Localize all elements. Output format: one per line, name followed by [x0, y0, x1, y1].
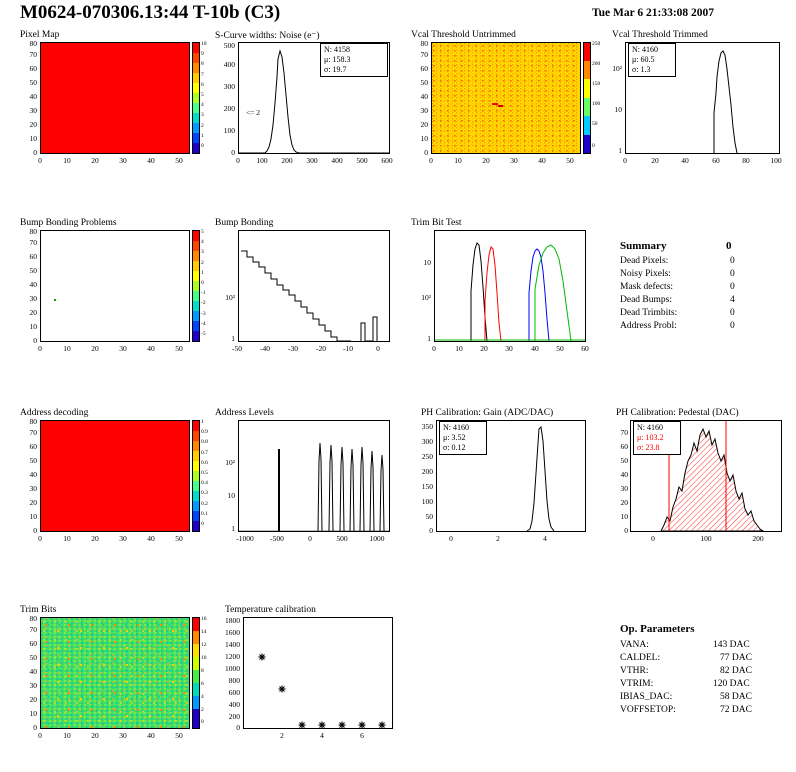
xtick: 0 — [38, 731, 42, 740]
ytick: 30 — [620, 484, 628, 493]
ytick: 10 — [620, 512, 628, 521]
xtick: 30 — [119, 731, 127, 740]
ytick: 10² — [225, 293, 235, 302]
op-row-label: VANA: — [620, 640, 649, 650]
ytick: 60 — [29, 442, 37, 451]
xtick: 10 — [63, 156, 71, 165]
xtick: 40 — [681, 156, 689, 165]
statbox-ph-pedestal — [633, 421, 681, 455]
op-row-label: VOFFSETOP: — [620, 705, 676, 715]
xtick: -50 — [232, 344, 242, 353]
xtick: 6 — [360, 731, 364, 740]
statbox-scurve-widths — [320, 43, 388, 77]
ytick: 10² — [225, 458, 235, 467]
op-row-value: 72 DAC — [720, 705, 752, 715]
xtick: 4 — [320, 731, 324, 740]
ytick: 300 — [223, 82, 235, 91]
xtick: 50 — [175, 534, 183, 543]
stat-n: N: 4158 — [324, 45, 350, 54]
ytick: 60 — [29, 639, 37, 648]
ytick: 10 — [29, 512, 37, 521]
summary-row-value: 0 — [730, 308, 735, 318]
panel-ph-pedestal — [608, 408, 793, 543]
xtick: 2 — [496, 534, 500, 543]
ytick: 100 — [223, 126, 235, 135]
ytick: 30 — [29, 484, 37, 493]
ytick: 20 — [29, 308, 37, 317]
xtick: 400 — [331, 156, 343, 165]
xtick: 0 — [651, 534, 655, 543]
palette-address-decoding — [192, 420, 200, 532]
ytick: 20 — [29, 695, 37, 704]
ytick: 10² — [612, 64, 622, 73]
plot-vcal-untrimmed — [431, 42, 581, 154]
palette-bump-bonding-problems — [192, 230, 200, 342]
xtick: 40 — [147, 156, 155, 165]
statbox-vcal-trimmed — [628, 43, 676, 77]
ytick: 200 — [421, 467, 433, 476]
panel-title-vcal-untrimmed: Vcal Threshold Untrimmed — [411, 30, 516, 40]
panel-title-scurve-widths: S-Curve widths: Noise (e⁻) — [215, 31, 320, 41]
ytick: 40 — [620, 470, 628, 479]
ytick: 800 — [228, 676, 240, 685]
ytick: 1600 — [225, 628, 240, 637]
ytick: 0 — [236, 723, 240, 732]
xtick: -20 — [316, 344, 326, 353]
xtick: 2 — [280, 731, 284, 740]
op-row-label: VTRIM: — [620, 679, 654, 689]
ytick: 600 — [228, 688, 240, 697]
xtick: 30 — [119, 534, 127, 543]
xtick: 50 — [175, 344, 183, 353]
plot-bump-bonding — [238, 230, 390, 342]
palette-pixel-map — [192, 42, 200, 154]
xtick: 0 — [376, 344, 380, 353]
ytick: 0 — [33, 723, 37, 732]
xtick: 20 — [651, 156, 659, 165]
ytick: 40 — [29, 92, 37, 101]
ytick: 80 — [29, 417, 37, 426]
ytick: 1800 — [225, 616, 240, 625]
stat-mu: μ: 103.2 — [637, 433, 664, 443]
summary-row-value: 0 — [730, 282, 735, 292]
ytick: 60 — [29, 252, 37, 261]
plot-bump-bonding-problems — [40, 230, 190, 342]
xtick: 0 — [38, 156, 42, 165]
ytick: 10 — [29, 134, 37, 143]
panel-title-pixel-map: Pixel Map — [20, 30, 60, 40]
xtick: 40 — [147, 534, 155, 543]
xtick: 4 — [543, 534, 547, 543]
ytick: 10 — [29, 322, 37, 331]
statbox-ph-gain — [439, 421, 487, 455]
stat-mu: μ: 3.52 — [443, 433, 466, 443]
ytick: 70 — [29, 50, 37, 59]
panel-title-address-levels: Address Levels — [215, 408, 274, 418]
ytick: 0 — [231, 148, 235, 157]
panel-trim-bit-test — [411, 218, 591, 353]
panel-title-temperature-calibration: Temperature calibration — [225, 605, 316, 615]
ytick: 0 — [33, 148, 37, 157]
ytick: 350 — [421, 422, 433, 431]
xtick: 50 — [175, 731, 183, 740]
ytick: 1400 — [225, 640, 240, 649]
op-row-label: VTHR: — [620, 666, 649, 676]
stat-sigma: σ: 0.12 — [443, 443, 466, 453]
palette-labels-trim-bits: 16 14 12 10 8 6 4 2 0 — [201, 616, 207, 725]
panel-title-bump-bonding-problems: Bump Bonding Problems — [20, 218, 117, 228]
ytick: 80 — [29, 39, 37, 48]
xtick: -10 — [343, 344, 353, 353]
xtick: 0 — [623, 156, 627, 165]
ytick: 200 — [228, 712, 240, 721]
plot-trim-bits — [40, 617, 190, 729]
op-row-value: 143 DAC — [713, 640, 750, 650]
summary-row-label: Dead Pixels: — [620, 256, 669, 266]
xtick: 50 — [566, 156, 574, 165]
panel-title-trim-bit-test: Trim Bit Test — [411, 218, 462, 228]
summary-row-value: 4 — [730, 295, 735, 305]
ytick: 0 — [33, 526, 37, 535]
ytick: 50 — [29, 266, 37, 275]
xtick: 30 — [505, 344, 513, 353]
ytick: 80 — [29, 227, 37, 236]
op-row-value: 82 DAC — [720, 666, 752, 676]
panel-title-trim-bits: Trim Bits — [20, 605, 57, 615]
xtick: 0 — [449, 534, 453, 543]
summary-row-label: Dead Trimbits: — [620, 308, 678, 318]
xtick: 20 — [91, 534, 99, 543]
ytick: 400 — [223, 60, 235, 69]
xtick: -30 — [288, 344, 298, 353]
ytick: 1 — [231, 334, 235, 343]
ytick: 20 — [420, 120, 428, 129]
summary-heading: Summary — [620, 240, 667, 252]
plot-address-decoding — [40, 420, 190, 532]
ytick: 250 — [421, 452, 433, 461]
panel-bump-bonding-problems — [20, 218, 206, 353]
xtick: -1000 — [236, 534, 254, 543]
xtick: 50 — [175, 156, 183, 165]
xtick: 500 — [336, 534, 348, 543]
ytick: 70 — [29, 625, 37, 634]
panel-pixel-map — [20, 30, 207, 165]
xtick: 100 — [256, 156, 268, 165]
xtick: 300 — [306, 156, 318, 165]
ytick: 40 — [420, 92, 428, 101]
xtick: 30 — [510, 156, 518, 165]
stat-mu: μ: 60.5 — [632, 55, 655, 65]
ytick: 10 — [227, 491, 235, 500]
ytick: 60 — [620, 442, 628, 451]
ytick: 50 — [29, 456, 37, 465]
panel-temperature-calibration — [215, 605, 395, 740]
xtick: 10 — [454, 156, 462, 165]
xtick: 0 — [38, 534, 42, 543]
xtick: 40 — [538, 156, 546, 165]
ytick: 40 — [29, 667, 37, 676]
ytick: 40 — [29, 280, 37, 289]
xtick: 40 — [147, 344, 155, 353]
xtick: 10 — [455, 344, 463, 353]
panel-ph-gain — [411, 408, 591, 543]
xtick: 1000 — [369, 534, 385, 543]
xtick: 500 — [356, 156, 368, 165]
xtick: 20 — [91, 344, 99, 353]
ytick: 50 — [29, 653, 37, 662]
annotation-scurve: <= 2 — [245, 108, 261, 117]
palette-labels-address-decoding: 1 0.9 0.8 0.7 0.6 0.5 0.4 0.3 0.2 0.1 0 — [201, 419, 208, 527]
ytick: 80 — [29, 614, 37, 623]
summary-row-value: 0 — [730, 256, 735, 266]
xtick: 60 — [581, 344, 589, 353]
op-parameters-heading: Op. Parameters — [620, 623, 695, 635]
panel-scurve-widths — [215, 30, 395, 165]
xtick: 0 — [308, 534, 312, 543]
xtick: 30 — [119, 156, 127, 165]
ytick: 30 — [29, 294, 37, 303]
xtick: 10 — [63, 731, 71, 740]
op-row-value: 120 DAC — [713, 679, 750, 689]
panel-bump-bonding — [215, 218, 395, 353]
ytick: 70 — [620, 428, 628, 437]
ytick: 50 — [425, 512, 433, 521]
ytick: 1000 — [225, 664, 240, 673]
panel-vcal-untrimmed — [411, 30, 601, 165]
stat-sigma: σ: 19.7 — [324, 65, 347, 75]
ytick: 1200 — [225, 652, 240, 661]
ytick: 30 — [29, 106, 37, 115]
xtick: 0 — [432, 344, 436, 353]
ytick: 0 — [624, 526, 628, 535]
ytick: 70 — [420, 50, 428, 59]
ytick: 100 — [421, 497, 433, 506]
xtick: 100 — [770, 156, 782, 165]
ytick: 70 — [29, 428, 37, 437]
summary-row-value: 0 — [730, 269, 735, 279]
ytick: 20 — [620, 498, 628, 507]
summary-row-label: Noisy Pixels: — [620, 269, 671, 279]
ytick: 1 — [427, 334, 431, 343]
op-row-value: 58 DAC — [720, 692, 752, 702]
ytick: 500 — [223, 41, 235, 50]
xtick: 200 — [281, 156, 293, 165]
palette-labels-vcal-untrimmed: 250 200 150 100 50 0 — [592, 41, 601, 149]
xtick: 40 — [531, 344, 539, 353]
ytick: 10 — [423, 258, 431, 267]
ytick: 60 — [420, 64, 428, 73]
ytick: 0 — [429, 526, 433, 535]
panel-trim-bits — [20, 605, 207, 740]
palette-trim-bits — [192, 617, 200, 729]
xtick: 20 — [480, 344, 488, 353]
ytick: 60 — [29, 64, 37, 73]
summary-heading-value: 0 — [726, 240, 732, 252]
ytick: 50 — [29, 78, 37, 87]
summary-row-value: 0 — [730, 321, 735, 331]
ytick: 10 — [614, 105, 622, 114]
ytick: 50 — [620, 456, 628, 465]
ytick: 400 — [228, 700, 240, 709]
xtick: 10 — [63, 534, 71, 543]
ytick: 30 — [420, 106, 428, 115]
xtick: 20 — [482, 156, 490, 165]
ytick: 1 — [618, 146, 622, 155]
stat-n: N: 4160 — [637, 423, 663, 432]
panel-address-levels — [215, 408, 395, 543]
panel-title-bump-bonding: Bump Bonding — [215, 218, 274, 228]
summary-row-label: Dead Bumps: — [620, 295, 672, 305]
ytick: 20 — [29, 498, 37, 507]
stat-sigma: σ: 1.3 — [632, 65, 651, 75]
ytick: 30 — [29, 681, 37, 690]
op-row-label: CALDEL: — [620, 653, 661, 663]
palette-labels-pixel-map: 10 9 8 7 6 5 4 3 2 1 0 — [201, 41, 207, 149]
panel-title-ph-pedestal: PH Calibration: Pedestal (DAC) — [616, 408, 739, 418]
page-title: M0624-070306.13:44 T-10b (C3) — [20, 2, 281, 23]
ytick: 1 — [231, 524, 235, 533]
ytick: 150 — [421, 482, 433, 491]
plot-address-levels — [238, 420, 390, 532]
plot-temperature-calibration — [243, 617, 393, 729]
summary-row-label: Address Probl: — [620, 321, 677, 331]
xtick: 0 — [429, 156, 433, 165]
xtick: 80 — [742, 156, 750, 165]
panel-title-ph-gain: PH Calibration: Gain (ADC/DAC) — [421, 408, 554, 418]
xtick: 10 — [63, 344, 71, 353]
panel-address-decoding — [20, 408, 208, 543]
xtick: 200 — [752, 534, 764, 543]
ytick: 200 — [223, 104, 235, 113]
ytick: 70 — [29, 238, 37, 247]
stat-n: N: 4160 — [443, 423, 469, 432]
op-row-value: 77 DAC — [720, 653, 752, 663]
ytick: 10² — [421, 293, 431, 302]
panel-vcal-trimmed — [608, 30, 788, 165]
xtick: 0 — [236, 156, 240, 165]
ytick: 20 — [29, 120, 37, 129]
xtick: 20 — [91, 731, 99, 740]
xtick: 600 — [381, 156, 393, 165]
xtick: 60 — [712, 156, 720, 165]
ytick: 0 — [33, 336, 37, 345]
ytick: 0 — [424, 148, 428, 157]
xtick: 20 — [91, 156, 99, 165]
xtick: 30 — [119, 344, 127, 353]
plot-pixel-map — [40, 42, 190, 154]
stat-n: N: 4160 — [632, 45, 658, 54]
ytick: 10 — [420, 134, 428, 143]
xtick: 100 — [700, 534, 712, 543]
page-date: Tue Mar 6 21:33:08 2007 — [592, 7, 715, 19]
palette-vcal-untrimmed — [583, 42, 591, 154]
stat-mu: μ: 158.3 — [324, 55, 351, 65]
panel-title-address-decoding: Address decoding — [20, 408, 89, 418]
ytick: 10 — [29, 709, 37, 718]
xtick: -500 — [270, 534, 284, 543]
xtick: 50 — [556, 344, 564, 353]
stat-sigma: σ: 23.8 — [637, 443, 660, 453]
ytick: 80 — [420, 39, 428, 48]
ytick: 50 — [420, 78, 428, 87]
palette-labels-bump-bonding-problems: 5 4 3 2 1 0 -1 -2 -3 -4 -5 — [201, 229, 206, 337]
xtick: 0 — [38, 344, 42, 353]
plot-trim-bit-test — [434, 230, 586, 342]
xtick: 40 — [147, 731, 155, 740]
xtick: -40 — [260, 344, 270, 353]
panel-title-vcal-trimmed: Vcal Threshold Trimmed — [612, 30, 708, 40]
summary-row-label: Mask defects: — [620, 282, 674, 292]
ytick: 40 — [29, 470, 37, 479]
op-row-label: IBIAS_DAC: — [620, 692, 673, 702]
ytick: 300 — [421, 437, 433, 446]
